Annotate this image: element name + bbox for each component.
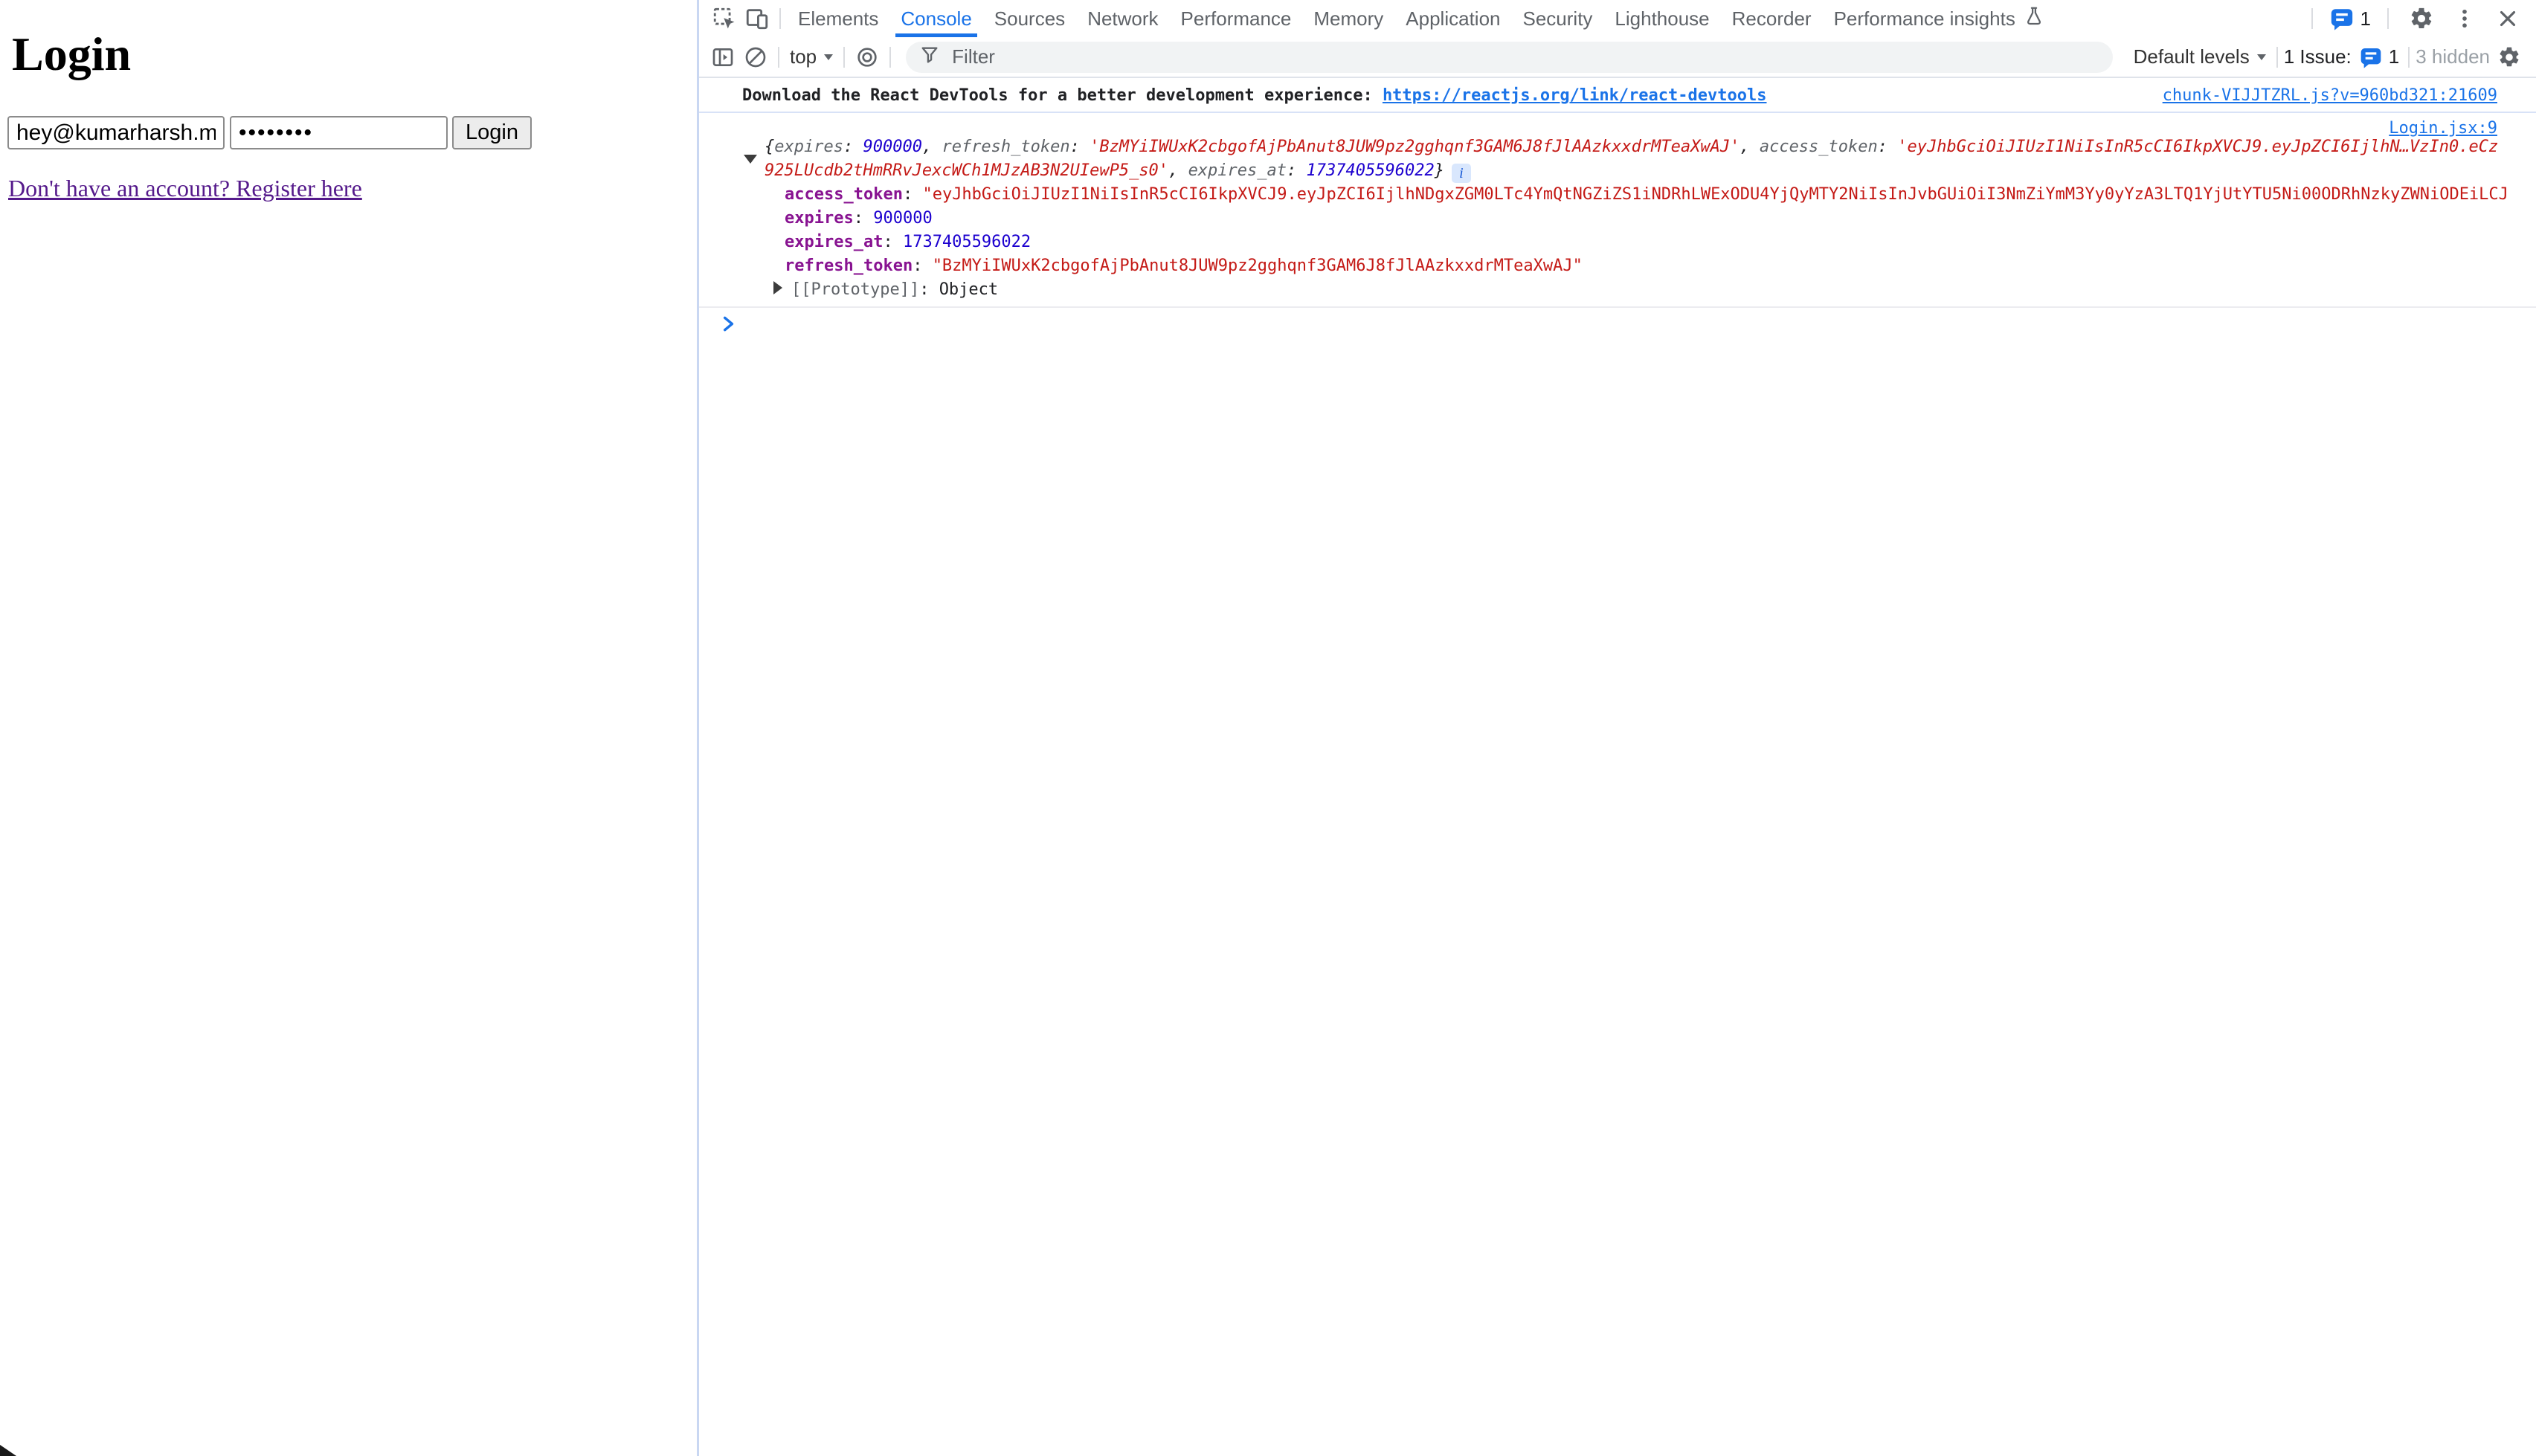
issues-counter[interactable]: 1	[2359, 45, 2399, 69]
prototype-row: [[Prototype]]: Object	[773, 278, 2502, 302]
separator	[889, 47, 891, 68]
collapse-arrow-icon[interactable]	[744, 155, 757, 164]
issues-label: 1 Issue:	[2283, 45, 2352, 68]
separator	[2276, 47, 2278, 68]
devtools-panel	[697, 0, 2536, 1456]
register-link[interactable]: Don't have an account? Register here	[8, 175, 362, 202]
live-expression-eye-icon[interactable]	[851, 41, 884, 74]
filter-input[interactable]	[950, 45, 2099, 69]
object-property-row: expires: 900000	[785, 209, 933, 228]
source-link-login-jsx[interactable]: Login.jsx:9	[2389, 119, 2497, 138]
console-sidebar-toggle-icon[interactable]	[707, 41, 739, 74]
object-preview[interactable]: {expires: 900000, refresh_token: 'BzMYiIWUxK2cbgofAjPbAnut8JUW9pz2gghqnf3GAM6J8fJlAAzkxxdrMTeaXwAJ', access_token: 'eyJhbGciOiJIUzI1NiIsInR5cCI6IkpXVCJ9.eyJpZCI6IjlhN…VzIn0.eCz925LUcdb2tHmRRvJexcWCh1MJzAB3N2UIewP5_s0', expires_at: 1737405596022} i	[765, 138, 2499, 181]
devtools-tab[interactable]: Recorder	[1731, 7, 1812, 30]
issues-counter[interactable]: 1	[2329, 6, 2371, 31]
info-message-text: Download the React DevTools for a better development experience:	[742, 86, 1383, 105]
inspect-element-icon[interactable]	[708, 2, 741, 35]
close-devtools-icon[interactable]	[2491, 2, 2524, 35]
separator	[843, 47, 845, 68]
console-info-message	[699, 78, 2536, 113]
login-form	[12, 116, 697, 149]
devtools-tab[interactable]: Security	[1522, 7, 1593, 30]
expand-arrow-icon[interactable]	[773, 281, 782, 294]
password-field[interactable]	[230, 116, 448, 149]
object-property-row: expires_at: 1737405596022	[785, 233, 1032, 251]
separator	[2387, 8, 2389, 29]
react-devtools-link[interactable]: https://reactjs.org/link/react-devtools	[1382, 86, 1767, 105]
console-prompt[interactable]	[699, 308, 2536, 342]
filter-funnel-icon	[919, 45, 940, 69]
separator	[779, 8, 781, 29]
devtools-tab-bar	[699, 0, 2536, 37]
devtools-tab[interactable]: Performance	[1180, 7, 1292, 30]
separator	[778, 47, 779, 68]
devtools-tab[interactable]: Performance insights	[1823, 0, 2056, 37]
console-toolbar	[699, 37, 2536, 78]
object-property-row: access_token: "eyJhbGciOiJIUzI1NiIsInR5cCI6IkpXVCJ9.eyJpZCI6IjlhNDgxZGM0LTc4YmQtNGZiZS1iNDRhLWExODU4YjQyMTY2NiIsInJvbGUiOiI3NmZiYmM3Yy0yYzA3LTQ1YjUtYTU5Ni00ODRhNzkyZWNiODEiLCJ	[785, 185, 2508, 204]
context-selector[interactable]: top	[785, 45, 837, 68]
chevron-down-icon	[824, 54, 833, 60]
login-page	[0, 0, 697, 1456]
console-messages	[699, 78, 2536, 342]
info-icon[interactable]: i	[1452, 164, 1471, 183]
separator	[2408, 47, 2410, 68]
login-button[interactable]: Login	[452, 116, 532, 149]
source-link-chunk[interactable]: chunk-VIJJTZRL.js?v=960bd321:21609	[2162, 86, 2497, 105]
devtools-tab[interactable]: Memory	[1313, 7, 1384, 30]
devtools-tab[interactable]: Application	[1406, 7, 1501, 30]
clear-console-icon[interactable]	[739, 41, 772, 74]
page-title: Login	[12, 28, 132, 80]
object-property-row: refresh_token: "BzMYiIWUxK2cbgofAjPbAnut8JUW9pz2gghqnf3GAM6J8fJlAAzkxxdrMTeaXwAJ"	[785, 257, 1583, 275]
cursor-artifact	[0, 1445, 16, 1456]
devtools-tab[interactable]: Network	[1087, 7, 1159, 30]
issues-icon	[2329, 6, 2355, 31]
console-settings-gear-icon[interactable]	[2493, 41, 2526, 74]
settings-gear-icon[interactable]	[2405, 2, 2438, 35]
console-log-entry	[699, 113, 2536, 308]
issues-icon	[2359, 45, 2383, 69]
log-levels-selector[interactable]: Default levels	[2129, 45, 2271, 68]
devtools-tab[interactable]: Console	[889, 0, 982, 37]
devtools-tab[interactable]: Elements	[798, 7, 879, 30]
separator	[2311, 8, 2313, 29]
filter-box	[906, 42, 2112, 73]
chevron-down-icon	[2257, 54, 2266, 60]
device-toolbar-icon[interactable]	[741, 2, 773, 35]
hidden-messages-label: 3 hidden	[2416, 45, 2490, 68]
devtools-tabs	[787, 0, 2056, 37]
devtools-tab[interactable]: Lighthouse	[1615, 7, 1710, 30]
devtools-tab[interactable]: Sources	[994, 7, 1066, 30]
object-properties	[742, 183, 2532, 278]
flask-icon	[2023, 5, 2045, 33]
more-options-kebab-icon[interactable]	[2448, 2, 2481, 35]
tab-bar-actions	[2305, 2, 2536, 35]
prompt-chevron-icon	[718, 314, 738, 336]
email-field[interactable]	[7, 116, 225, 149]
